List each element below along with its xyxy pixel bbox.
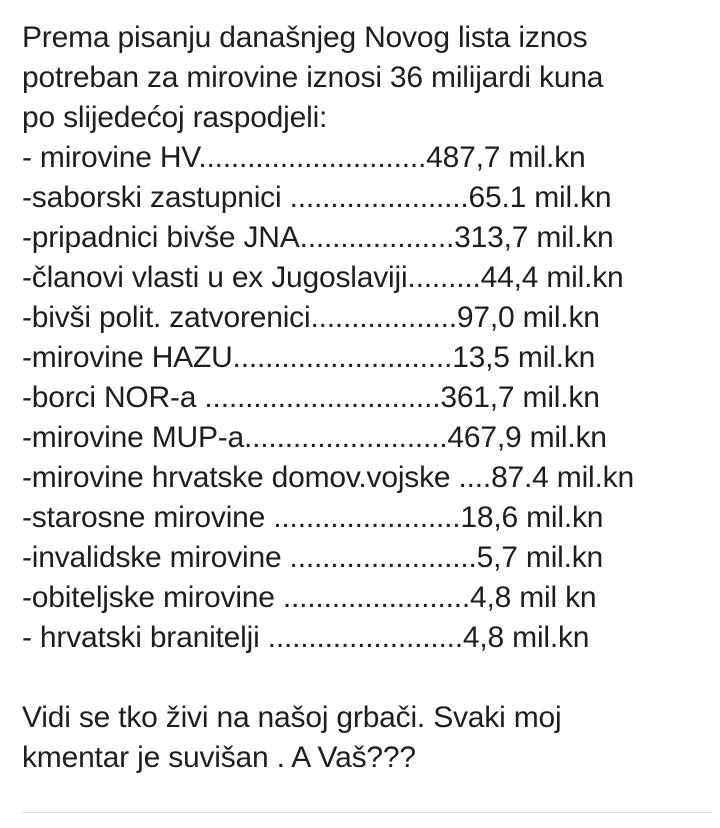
post-intro bbox=[22, 18, 712, 138]
paragraph-spacer bbox=[22, 658, 712, 698]
post-outro bbox=[22, 698, 712, 778]
list-item-pripadnici-jna: -pripadnici bivše JNA...................313,7 mil.kn bbox=[22, 221, 614, 254]
intro-line-3: po slijedećoj raspodjeli: bbox=[22, 101, 328, 134]
list-item-domov-vojske: -mirovine hrvatske domov.vojske ....87.4 mil.kn bbox=[22, 461, 634, 494]
pension-list bbox=[22, 138, 712, 658]
list-item-mirovine-mup: -mirovine MUP-a.........................467,9 mil.kn bbox=[22, 421, 607, 454]
list-item-obiteljske-mirovine: -obiteljske mirovine .......................4,8 mil kn bbox=[22, 581, 597, 614]
intro-line-1: Prema pisanju današnjeg Novog lista iznos bbox=[22, 21, 588, 54]
list-item-mirovine-hv: - mirovine HV............................487,7 mil.kn bbox=[22, 141, 586, 174]
list-item-polit-zatvorenici: -bivši polit. zatvorenici..................97,0 mil.kn bbox=[22, 301, 600, 334]
outro-line-1: Vidi se tko živi na našoj grbači. Svaki moj bbox=[22, 701, 562, 734]
list-item-borci-nor: -borci NOR-a .............................361,7 mil.kn bbox=[22, 381, 600, 414]
list-item-clanovi-vlasti: -članovi vlasti u ex Jugoslaviji.........44,4 mil.kn bbox=[22, 261, 624, 294]
intro-line-2: potreban za mirovine iznosi 36 milijardi kuna bbox=[22, 61, 604, 94]
list-item-invalidske-mirovine: -invalidske mirovine .......................5,7 mil.kn bbox=[22, 541, 604, 574]
post-divider bbox=[22, 812, 712, 813]
outro-line-2: kmentar je suvišan . A Vaš??? bbox=[22, 741, 416, 774]
list-item-starosne-mirovine: -starosne mirovine .......................18,6 mil.kn bbox=[22, 501, 604, 534]
list-item-mirovine-hazu: -mirovine HAZU...........................13,5 mil.kn bbox=[22, 341, 596, 374]
list-item-saborski-zastupnici: -saborski zastupnici ......................65.1 mil.kn bbox=[22, 181, 612, 214]
post-body bbox=[22, 18, 712, 778]
list-item-hrvatski-branitelji: - hrvatski branitelji ........................4,8 mil.kn bbox=[22, 621, 590, 654]
